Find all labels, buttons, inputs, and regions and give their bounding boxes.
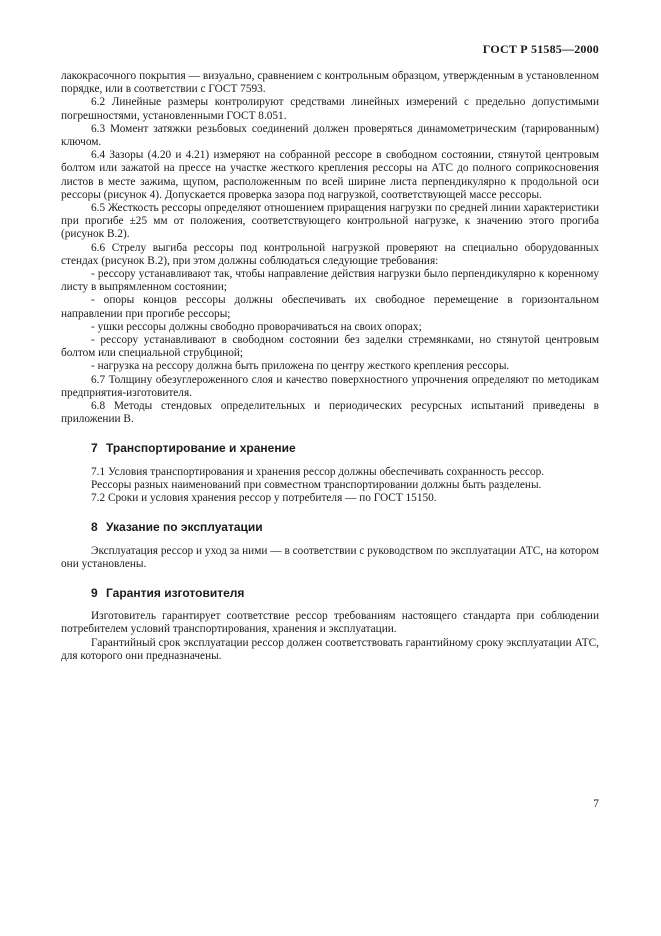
section-7-heading (91, 442, 599, 455)
section-title: Гарантия изготовителя (106, 585, 245, 600)
document-body (61, 70, 599, 663)
paragraph-9-1: Изготовитель гарантирует соответствие рессор требованиям настоящего стандарта при соблюдении потребителем условий транспортирования, хранения и эксплуатации. (61, 610, 599, 636)
paragraph-6-4: 6.4 Зазоры (4.20 и 4.21) измеряют на собранной рессоре в свободном состоянии, стянутой центровым болтом или зажатой на прессе на участке жесткого крепления рессоры на АТС до полного соприкосновения листов в месте зажима, щупом, расположенным по всей ширине листа перпендикулярно к продольной оси рессоры (рисунок 4). Допускается проверка зазора под нагрузкой, соответствующей массе рессоры. (61, 149, 599, 201)
paragraph-7-2: 7.2 Сроки и условия хранения рессор у потребителя — по ГОСТ 15150. (91, 492, 437, 505)
paragraph-6-7: 6.7 Толщину обезуглероженного слоя и качество поверхностного упрочнения определяют по методикам предприятия-изготовителя. (61, 373, 599, 399)
list-item: - опоры концов рессоры должны обеспечивать их свободное перемещение в горизонтальном направлении при прогибе рессоры; (61, 294, 599, 320)
section-number: 8 (91, 520, 98, 535)
list-item: - нагрузка на рессору должна быть приложена по центру жесткого крепления рессоры. (91, 360, 510, 373)
section-title: Транспортирование и хранение (106, 441, 296, 456)
page-number: 7 (593, 798, 599, 810)
section-number: 9 (91, 585, 98, 600)
list-item: - ушки рессоры должны свободно проворачиваться на своих опорах; (91, 320, 422, 333)
document-header: ГОСТ Р 51585—2000 (482, 42, 599, 56)
paragraph-6-2: 6.2 Линейные размеры контролируют средствами линейных измерений с предельно допустимыми погрешностями, установленными ГОСТ 8.051. (61, 96, 599, 122)
paragraph-7-1b: Рессоры разных наименований при совместном транспортировании должны быть разделены. (91, 478, 542, 491)
section-8-heading (91, 521, 599, 534)
list-item: - рессору устанавливают в свободном состоянии без заделки стремянками, но стянутой центровым болтом или специальной струбциной; (61, 334, 599, 360)
paragraph-8: Эксплуатация рессор и уход за ними — в соответствии с руководством по эксплуатации АТС, на котором они установлены. (61, 544, 599, 570)
section-number: 7 (91, 441, 98, 456)
paragraph-6-3: 6.3 Момент затяжки резьбовых соединений должен проверяться динамометрическим (тарированным) ключом. (61, 122, 599, 149)
list-item: - рессору устанавливают так, чтобы направление действия нагрузки было перпендикулярно к коренному листу в выпрямленном состоянии; (61, 268, 599, 294)
paragraph-6-8: 6.8 Методы стендовых определительных и периодических ресурсных испытаний приведены в приложении В. (61, 400, 599, 426)
section-9-heading (91, 587, 599, 600)
paragraph-6-6: 6.6 Стрелу выгиба рессоры под контрольной нагрузкой проверяют на специально оборудованных стендах (рисунок В.2), при этом должны соблюдаться следующие требования: (61, 241, 599, 267)
paragraph-continuation: лакокрасочного покрытия — визуально, сравнением с контрольным образцом, утвержденным в установленном порядке, или в соответствии с ГОСТ 7593. (61, 70, 599, 96)
paragraph-9-2: Гарантийный срок эксплуатации рессор должен соответствовать гарантийному сроку эксплуатации АТС, для которого они предназначены. (61, 636, 599, 662)
paragraph-7-1: 7.1 Условия транспортирования и хранения рессор должны обеспечивать сохранность рессор. (91, 465, 545, 478)
paragraph-6-5: 6.5 Жесткость рессоры определяют отношением приращения нагрузки по средней линии характеристики при прогибе ±25 мм от положения, соответствующего контрольной нагрузке, к значению этого прогиба (рисунок В.2). (61, 202, 599, 241)
section-title: Указание по эксплуатации (106, 520, 263, 535)
